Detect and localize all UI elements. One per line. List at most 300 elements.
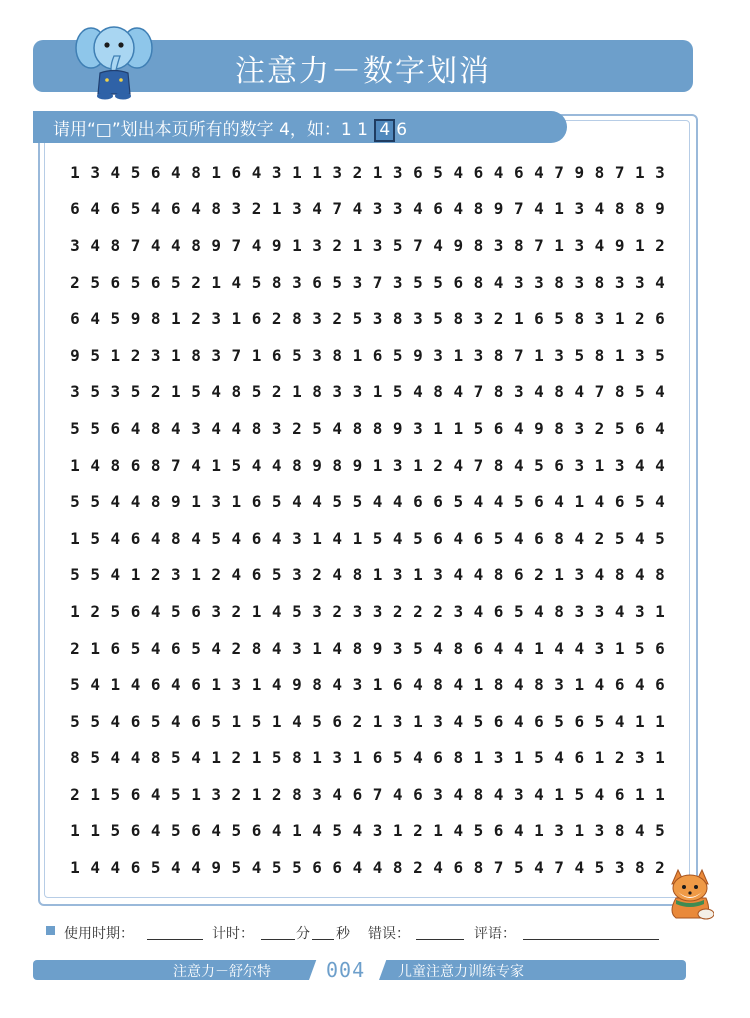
seconds-field[interactable] (312, 939, 334, 940)
grid-digit[interactable]: 4 (634, 565, 645, 585)
minutes-field[interactable] (261, 939, 295, 940)
grid-digit[interactable]: 8 (352, 638, 363, 658)
grid-digit[interactable]: 1 (251, 601, 262, 621)
grid-digit[interactable]: 4 (594, 784, 605, 804)
grid-digit[interactable]: 5 (90, 711, 100, 731)
grid-digit[interactable]: 6 (473, 162, 484, 182)
grid-digit[interactable]: 1 (292, 235, 302, 255)
grid-digit[interactable]: 5 (433, 272, 443, 292)
grid-digit[interactable]: 3 (473, 345, 484, 365)
grid-digit[interactable]: 3 (312, 235, 322, 255)
grid-digit[interactable]: 2 (271, 382, 282, 402)
grid-digit[interactable]: 4 (130, 675, 141, 695)
grid-digit[interactable]: 5 (251, 382, 262, 402)
grid-digit[interactable]: 5 (90, 382, 100, 402)
grid-digit[interactable]: 3 (574, 601, 585, 621)
grid-digit[interactable]: 4 (594, 675, 605, 695)
grid-digit[interactable]: 3 (473, 309, 484, 329)
grid-digit[interactable]: 3 (211, 601, 222, 621)
grid-digit[interactable]: 9 (493, 199, 504, 219)
grid-digit[interactable]: 4 (634, 455, 645, 475)
grid-digit[interactable]: 8 (171, 528, 181, 548)
grid-digit[interactable]: 8 (453, 748, 464, 768)
grid-digit[interactable]: 2 (534, 565, 544, 585)
grid-digit[interactable]: 2 (594, 418, 605, 438)
grid-digit[interactable]: 9 (392, 418, 403, 438)
grid-digit[interactable]: 4 (352, 858, 363, 878)
grid-digit[interactable]: 5 (473, 418, 484, 438)
grid-digit[interactable]: 4 (251, 162, 262, 182)
grid-digit[interactable]: 2 (191, 309, 201, 329)
grid-digit[interactable]: 4 (594, 235, 605, 255)
grid-digit[interactable]: 3 (493, 235, 504, 255)
grid-digit[interactable]: 5 (392, 345, 403, 365)
grid-digit[interactable]: 9 (211, 858, 222, 878)
grid-digit[interactable]: 5 (231, 858, 242, 878)
grid-digit[interactable]: 8 (191, 235, 201, 255)
grid-digit[interactable]: 4 (171, 675, 181, 695)
grid-digit[interactable]: 5 (171, 748, 181, 768)
grid-digit[interactable]: 5 (655, 345, 665, 365)
grid-digit[interactable]: 4 (433, 638, 443, 658)
grid-digit[interactable]: 1 (211, 675, 222, 695)
grid-digit[interactable]: 1 (312, 638, 322, 658)
grid-digit[interactable]: 3 (271, 162, 282, 182)
grid-digit[interactable]: 4 (90, 199, 100, 219)
grid-digit[interactable]: 3 (392, 455, 403, 475)
grid-digit[interactable]: 6 (251, 492, 262, 512)
grid-digit[interactable]: 5 (433, 162, 443, 182)
grid-digit[interactable]: 4 (513, 821, 524, 841)
grid-digit[interactable]: 2 (271, 309, 282, 329)
grid-digit[interactable]: 3 (413, 418, 423, 438)
grid-digit[interactable]: 1 (655, 748, 665, 768)
grid-digit[interactable]: 3 (312, 345, 322, 365)
grid-digit[interactable]: 4 (534, 784, 544, 804)
grid-digit[interactable]: 6 (130, 528, 141, 548)
grid-digit[interactable]: 4 (150, 199, 161, 219)
grid-digit[interactable]: 8 (150, 748, 161, 768)
grid-digit[interactable]: 5 (614, 418, 625, 438)
grid-digit[interactable]: 5 (110, 821, 121, 841)
grid-digit[interactable]: 7 (473, 455, 484, 475)
grid-digit[interactable]: 6 (130, 821, 141, 841)
grid-digit[interactable]: 1 (534, 345, 544, 365)
grid-digit[interactable]: 5 (130, 272, 141, 292)
grid-digit[interactable]: 5 (332, 492, 343, 512)
grid-digit[interactable]: 5 (392, 748, 403, 768)
grid-digit[interactable]: 4 (493, 638, 504, 658)
grid-digit[interactable]: 1 (70, 821, 80, 841)
grid-digit[interactable]: 2 (352, 711, 363, 731)
grid-digit[interactable]: 8 (493, 455, 504, 475)
grid-digit[interactable]: 1 (231, 492, 242, 512)
grid-digit[interactable]: 4 (191, 748, 201, 768)
grid-digit[interactable]: 2 (271, 784, 282, 804)
grid-digit[interactable]: 1 (171, 309, 181, 329)
grid-digit[interactable]: 8 (312, 675, 322, 695)
grid-digit[interactable]: 3 (655, 162, 665, 182)
grid-digit[interactable]: 2 (191, 272, 201, 292)
grid-digit[interactable]: 7 (513, 345, 524, 365)
grid-digit[interactable]: 4 (312, 821, 322, 841)
grid-digit[interactable]: 5 (90, 748, 100, 768)
grid-digit[interactable]: 3 (211, 345, 222, 365)
grid-digit[interactable]: 6 (433, 492, 443, 512)
grid-digit[interactable]: 4 (453, 382, 464, 402)
grid-digit[interactable]: 4 (231, 528, 242, 548)
grid-digit[interactable]: 8 (453, 309, 464, 329)
grid-digit[interactable]: 6 (171, 638, 181, 658)
grid-digit[interactable]: 1 (191, 784, 201, 804)
grid-digit[interactable]: 2 (70, 784, 80, 804)
grid-digit[interactable]: 6 (493, 418, 504, 438)
grid-digit[interactable]: 8 (614, 821, 625, 841)
grid-digit[interactable]: 6 (372, 748, 383, 768)
grid-digit[interactable]: 5 (171, 601, 181, 621)
grid-digit[interactable]: 4 (513, 711, 524, 731)
error-field[interactable] (416, 939, 464, 940)
grid-digit[interactable]: 3 (513, 272, 524, 292)
grid-digit[interactable]: 6 (130, 858, 141, 878)
grid-digit[interactable]: 4 (110, 711, 121, 731)
grid-digit[interactable]: 4 (534, 601, 544, 621)
grid-digit[interactable]: 4 (251, 455, 262, 475)
grid-digit[interactable]: 1 (251, 748, 262, 768)
grid-digit[interactable]: 3 (312, 601, 322, 621)
grid-digit[interactable]: 3 (372, 235, 383, 255)
grid-digit[interactable]: 1 (130, 565, 141, 585)
grid-digit[interactable]: 8 (433, 382, 443, 402)
grid-digit[interactable]: 1 (453, 345, 464, 365)
grid-digit[interactable]: 4 (332, 418, 343, 438)
grid-digit[interactable]: 9 (413, 345, 423, 365)
grid-digit[interactable]: 4 (594, 492, 605, 512)
grid-digit[interactable]: 4 (513, 638, 524, 658)
grid-digit[interactable]: 8 (473, 858, 484, 878)
grid-digit[interactable]: 1 (614, 638, 625, 658)
grid-digit[interactable]: 3 (574, 199, 585, 219)
grid-digit[interactable]: 6 (574, 711, 585, 731)
grid-digit[interactable]: 2 (211, 565, 222, 585)
grid-digit[interactable]: 1 (70, 162, 80, 182)
grid-digit[interactable]: 6 (534, 711, 544, 731)
grid-digit[interactable]: 3 (634, 345, 645, 365)
grid-digit[interactable]: 3 (574, 455, 585, 475)
grid-digit[interactable]: 1 (634, 711, 645, 731)
grid-digit[interactable]: 9 (292, 675, 302, 695)
grid-digit[interactable]: 3 (594, 309, 605, 329)
grid-digit[interactable]: 1 (554, 565, 564, 585)
grid-digit[interactable]: 4 (453, 528, 464, 548)
grid-digit[interactable]: 8 (251, 418, 262, 438)
grid-digit[interactable]: 1 (574, 675, 585, 695)
grid-digit[interactable]: 4 (554, 492, 564, 512)
grid-digit[interactable]: 8 (312, 382, 322, 402)
grid-digit[interactable]: 6 (251, 565, 262, 585)
grid-digit[interactable]: 5 (554, 711, 564, 731)
grid-digit[interactable]: 8 (110, 455, 121, 475)
grid-digit[interactable]: 1 (90, 821, 100, 841)
grid-digit[interactable]: 2 (231, 638, 242, 658)
grid-digit[interactable]: 1 (534, 821, 544, 841)
grid-digit[interactable]: 8 (150, 492, 161, 512)
grid-digit[interactable]: 1 (634, 162, 645, 182)
grid-digit[interactable]: 1 (292, 382, 302, 402)
grid-digit[interactable]: 4 (655, 492, 665, 512)
grid-digit[interactable]: 8 (352, 418, 363, 438)
grid-digit[interactable]: 2 (352, 162, 363, 182)
grid-digit[interactable]: 4 (534, 858, 544, 878)
grid-digit[interactable]: 5 (392, 235, 403, 255)
grid-digit[interactable]: 8 (150, 309, 161, 329)
grid-digit[interactable]: 1 (251, 784, 262, 804)
grid-digit[interactable]: 9 (70, 345, 80, 365)
grid-digit[interactable]: 6 (513, 565, 524, 585)
grid-digit[interactable]: 5 (251, 272, 262, 292)
grid-digit[interactable]: 3 (392, 565, 403, 585)
grid-digit[interactable]: 6 (70, 199, 80, 219)
grid-digit[interactable]: 5 (90, 528, 100, 548)
grid-digit[interactable]: 1 (614, 309, 625, 329)
grid-digit[interactable]: 7 (372, 784, 383, 804)
grid-digit[interactable]: 5 (574, 784, 585, 804)
grid-digit[interactable]: 5 (372, 528, 383, 548)
grid-digit[interactable]: 3 (372, 821, 383, 841)
grid-digit[interactable]: 1 (473, 748, 484, 768)
grid-digit[interactable]: 6 (130, 784, 141, 804)
grid-digit[interactable]: 5 (413, 638, 423, 658)
date-field[interactable] (147, 939, 203, 940)
grid-digit[interactable]: 3 (70, 235, 80, 255)
grid-digit[interactable]: 5 (90, 565, 100, 585)
grid-digit[interactable]: 5 (574, 345, 585, 365)
grid-digit[interactable]: 4 (130, 418, 141, 438)
grid-digit[interactable]: 4 (453, 199, 464, 219)
grid-digit[interactable]: 7 (372, 272, 383, 292)
grid-digit[interactable]: 6 (655, 675, 665, 695)
grid-digit[interactable]: 3 (392, 199, 403, 219)
grid-digit[interactable]: 5 (513, 492, 524, 512)
grid-digit[interactable]: 8 (332, 345, 343, 365)
grid-digit[interactable]: 5 (534, 748, 544, 768)
grid-digit[interactable]: 4 (634, 675, 645, 695)
grid-digit[interactable]: 3 (392, 711, 403, 731)
grid-digit[interactable]: 3 (594, 821, 605, 841)
grid-digit[interactable]: 4 (130, 748, 141, 768)
grid-digit[interactable]: 4 (493, 272, 504, 292)
grid-digit[interactable]: 4 (655, 382, 665, 402)
grid-digit[interactable]: 6 (655, 638, 665, 658)
grid-digit[interactable]: 3 (534, 272, 544, 292)
grid-digit[interactable]: 5 (130, 162, 141, 182)
grid-digit[interactable]: 4 (473, 601, 484, 621)
grid-digit[interactable]: 4 (513, 675, 524, 695)
grid-digit[interactable]: 8 (493, 345, 504, 365)
grid-digit[interactable]: 4 (574, 382, 585, 402)
grid-digit[interactable]: 1 (231, 711, 242, 731)
grid-digit[interactable]: 8 (554, 382, 564, 402)
grid-digit[interactable]: 5 (70, 675, 80, 695)
grid-digit[interactable]: 1 (211, 455, 222, 475)
grid-digit[interactable]: 3 (271, 418, 282, 438)
grid-digit[interactable]: 4 (292, 492, 302, 512)
grid-digit[interactable]: 1 (171, 382, 181, 402)
grid-digit[interactable]: 1 (312, 528, 322, 548)
grid-digit[interactable]: 7 (614, 162, 625, 182)
grid-digit[interactable]: 3 (433, 784, 443, 804)
grid-digit[interactable]: 5 (110, 784, 121, 804)
grid-digit[interactable]: 4 (110, 162, 121, 182)
grid-digit[interactable]: 2 (231, 601, 242, 621)
grid-digit[interactable]: 8 (513, 235, 524, 255)
grid-digit[interactable]: 3 (574, 565, 585, 585)
grid-digit[interactable]: 6 (130, 455, 141, 475)
grid-digit[interactable]: 3 (433, 711, 443, 731)
grid-digit[interactable]: 5 (150, 711, 161, 731)
grid-digit[interactable]: 9 (271, 235, 282, 255)
grid-digit[interactable]: 3 (493, 748, 504, 768)
grid-digit[interactable]: 5 (271, 565, 282, 585)
grid-digit[interactable]: 1 (312, 748, 322, 768)
grid-digit[interactable]: 4 (513, 528, 524, 548)
grid-digit[interactable]: 5 (392, 382, 403, 402)
grid-digit[interactable]: 5 (634, 382, 645, 402)
grid-digit[interactable]: 8 (614, 382, 625, 402)
grid-digit[interactable]: 4 (191, 455, 201, 475)
grid-digit[interactable]: 1 (251, 345, 262, 365)
grid-digit[interactable]: 5 (413, 528, 423, 548)
grid-digit[interactable]: 3 (554, 345, 564, 365)
grid-digit[interactable]: 6 (413, 492, 423, 512)
grid-digit[interactable]: 5 (473, 711, 484, 731)
grid-digit[interactable]: 4 (534, 162, 544, 182)
grid-digit[interactable]: 2 (292, 418, 302, 438)
grid-digit[interactable]: 5 (312, 711, 322, 731)
grid-digit[interactable]: 3 (554, 675, 564, 695)
grid-digit[interactable]: 4 (150, 528, 161, 548)
grid-digit[interactable]: 6 (614, 675, 625, 695)
grid-digit[interactable]: 4 (251, 858, 262, 878)
grid-digit[interactable]: 8 (634, 199, 645, 219)
grid-digit[interactable]: 5 (211, 711, 222, 731)
grid-digit[interactable]: 7 (473, 382, 484, 402)
grid-digit[interactable]: 9 (614, 235, 625, 255)
grid-digit[interactable]: 4 (433, 235, 443, 255)
grid-digit[interactable]: 1 (110, 675, 121, 695)
grid-digit[interactable]: 1 (171, 345, 181, 365)
grid-digit[interactable]: 4 (271, 455, 282, 475)
grid-digit[interactable]: 4 (534, 382, 544, 402)
grid-digit[interactable]: 8 (292, 748, 302, 768)
grid-digit[interactable]: 1 (594, 455, 605, 475)
grid-digit[interactable]: 8 (70, 748, 80, 768)
grid-digit[interactable]: 1 (413, 711, 423, 731)
grid-digit[interactable]: 2 (594, 528, 605, 548)
grid-digit[interactable]: 4 (332, 675, 343, 695)
grid-digit[interactable]: 4 (453, 565, 464, 585)
grid-digit[interactable]: 6 (413, 784, 423, 804)
grid-digit[interactable]: 4 (150, 638, 161, 658)
grid-digit[interactable]: 2 (413, 821, 423, 841)
grid-digit[interactable]: 2 (433, 601, 443, 621)
grid-digit[interactable]: 8 (554, 528, 564, 548)
grid-digit[interactable]: 4 (614, 711, 625, 731)
grid-digit[interactable]: 4 (433, 858, 443, 878)
grid-digit[interactable]: 6 (150, 675, 161, 695)
grid-digit[interactable]: 3 (634, 748, 645, 768)
grid-digit[interactable]: 4 (292, 711, 302, 731)
grid-digit[interactable]: 1 (554, 784, 564, 804)
grid-digit[interactable]: 5 (473, 821, 484, 841)
grid-digit[interactable]: 8 (392, 858, 403, 878)
grid-digit[interactable]: 4 (534, 199, 544, 219)
grid-digit[interactable]: 8 (292, 455, 302, 475)
grid-digit[interactable]: 5 (191, 382, 201, 402)
grid-digit[interactable]: 4 (171, 711, 181, 731)
grid-digit[interactable]: 8 (292, 784, 302, 804)
grid-digit[interactable]: 4 (90, 858, 100, 878)
grid-digit[interactable]: 8 (614, 565, 625, 585)
grid-digit[interactable]: 5 (312, 418, 322, 438)
grid-digit[interactable]: 5 (70, 418, 80, 438)
grid-digit[interactable]: 5 (292, 345, 302, 365)
grid-digit[interactable]: 2 (70, 638, 80, 658)
grid-digit[interactable]: 1 (352, 748, 363, 768)
grid-digit[interactable]: 4 (655, 455, 665, 475)
grid-digit[interactable]: 2 (231, 748, 242, 768)
grid-digit[interactable]: 1 (372, 565, 383, 585)
grid-digit[interactable]: 2 (332, 235, 343, 255)
grid-digit[interactable]: 3 (594, 638, 605, 658)
grid-digit[interactable]: 3 (392, 638, 403, 658)
grid-digit[interactable]: 5 (130, 199, 141, 219)
grid-digit[interactable]: 4 (594, 199, 605, 219)
grid-digit[interactable]: 5 (70, 565, 80, 585)
grid-digit[interactable]: 1 (574, 492, 585, 512)
grid-digit[interactable]: 4 (634, 528, 645, 548)
grid-digit[interactable]: 1 (312, 162, 322, 182)
grid-digit[interactable]: 4 (231, 272, 242, 292)
grid-digit[interactable]: 4 (231, 418, 242, 438)
grid-digit[interactable]: 4 (574, 858, 585, 878)
grid-digit[interactable]: 6 (332, 858, 343, 878)
grid-digit[interactable]: 5 (292, 601, 302, 621)
grid-digit[interactable]: 7 (554, 858, 564, 878)
grid-digit[interactable]: 8 (110, 235, 121, 255)
grid-digit[interactable]: 4 (453, 455, 464, 475)
grid-digit[interactable]: 9 (352, 455, 363, 475)
grid-digit[interactable]: 7 (493, 858, 504, 878)
grid-digit[interactable]: 4 (110, 858, 121, 878)
grid-digit[interactable]: 4 (352, 199, 363, 219)
grid-digit[interactable]: 8 (614, 199, 625, 219)
grid-digit[interactable]: 2 (493, 309, 504, 329)
grid-digit[interactable]: 8 (150, 418, 161, 438)
grid-digit[interactable]: 3 (574, 272, 585, 292)
grid-digit[interactable]: 3 (292, 638, 302, 658)
grid-digit[interactable]: 3 (372, 199, 383, 219)
grid-digit[interactable]: 6 (271, 345, 282, 365)
grid-digit[interactable]: 3 (513, 784, 524, 804)
grid-digit[interactable]: 9 (211, 235, 222, 255)
grid-digit[interactable]: 5 (594, 711, 605, 731)
grid-digit[interactable]: 4 (392, 492, 403, 512)
grid-digit[interactable]: 4 (150, 235, 161, 255)
grid-digit[interactable]: 8 (574, 309, 585, 329)
grid-digit[interactable]: 8 (554, 272, 564, 292)
grid-digit[interactable]: 8 (191, 345, 201, 365)
